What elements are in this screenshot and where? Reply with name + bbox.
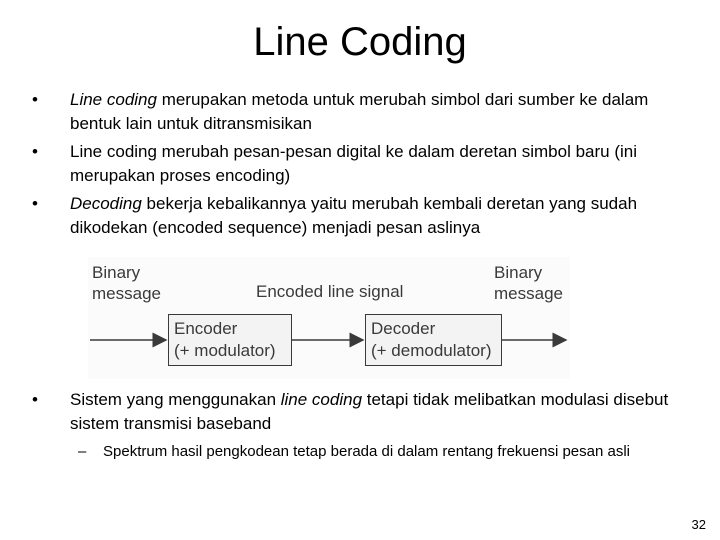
output-label bbox=[494, 262, 563, 304]
page-number: 32 bbox=[691, 517, 706, 532]
bullet-item bbox=[28, 140, 698, 188]
bullet-mark: • bbox=[32, 90, 38, 109]
bullet-text: Line coding merubah pesan-pesan digital ke dalam deretan simbol baru (ini merupakan proses encoding) bbox=[70, 142, 638, 185]
bullet-list bbox=[28, 88, 698, 244]
decoder-box bbox=[365, 314, 502, 366]
bullet-mark: • bbox=[32, 390, 38, 409]
bullet-item bbox=[28, 192, 698, 240]
decoder-label: Decoder bbox=[371, 319, 436, 338]
encoder-label: Encoder bbox=[174, 319, 238, 338]
bullet-item bbox=[28, 388, 698, 436]
sub-bullet-mark: – bbox=[78, 443, 87, 460]
encoder-sublabel: (+ modulator) bbox=[174, 341, 276, 360]
sub-bullet-item bbox=[28, 442, 698, 462]
slide-title: Line Coding bbox=[253, 20, 467, 64]
line-coding-diagram bbox=[88, 257, 570, 379]
bullet-italic: Line coding bbox=[70, 90, 157, 109]
bullet-text: Sistem yang menggunakan bbox=[70, 390, 281, 409]
middle-label: Encoded line signal bbox=[256, 282, 404, 301]
bullet-text: tetapi tidak melibatkan modulasi disebut sistem transmisi baseband bbox=[70, 390, 669, 433]
output-label-line: Binary bbox=[494, 263, 543, 282]
decoder-sublabel: (+ demodulator) bbox=[371, 341, 492, 360]
output-label-line: message bbox=[494, 284, 563, 303]
bullet-italic: Decoding bbox=[70, 194, 142, 213]
bullet-mark: • bbox=[32, 142, 38, 161]
input-label bbox=[92, 262, 161, 304]
bullet-mark: • bbox=[32, 194, 38, 213]
bullet-text: merupakan metoda untuk merubah simbol dari sumber ke dalam bentuk lain untuk ditransmisikan bbox=[70, 90, 649, 133]
bullet-list-2 bbox=[28, 388, 698, 462]
bullet-italic: line coding bbox=[280, 390, 363, 409]
bullet-item bbox=[28, 88, 698, 136]
sub-bullet-text: Spektrum hasil pengkodean tetap berada di dalam rentang frekuensi pesan asli bbox=[103, 443, 631, 460]
encoder-box bbox=[168, 314, 292, 366]
input-label-line: Binary bbox=[92, 263, 141, 282]
input-label-line: message bbox=[92, 284, 161, 303]
bullet-text: bekerja kebalikannya yaitu merubah kembali deretan yang sudah dikodekan (encoded sequence) menjadi pesan aslinya bbox=[70, 194, 638, 237]
